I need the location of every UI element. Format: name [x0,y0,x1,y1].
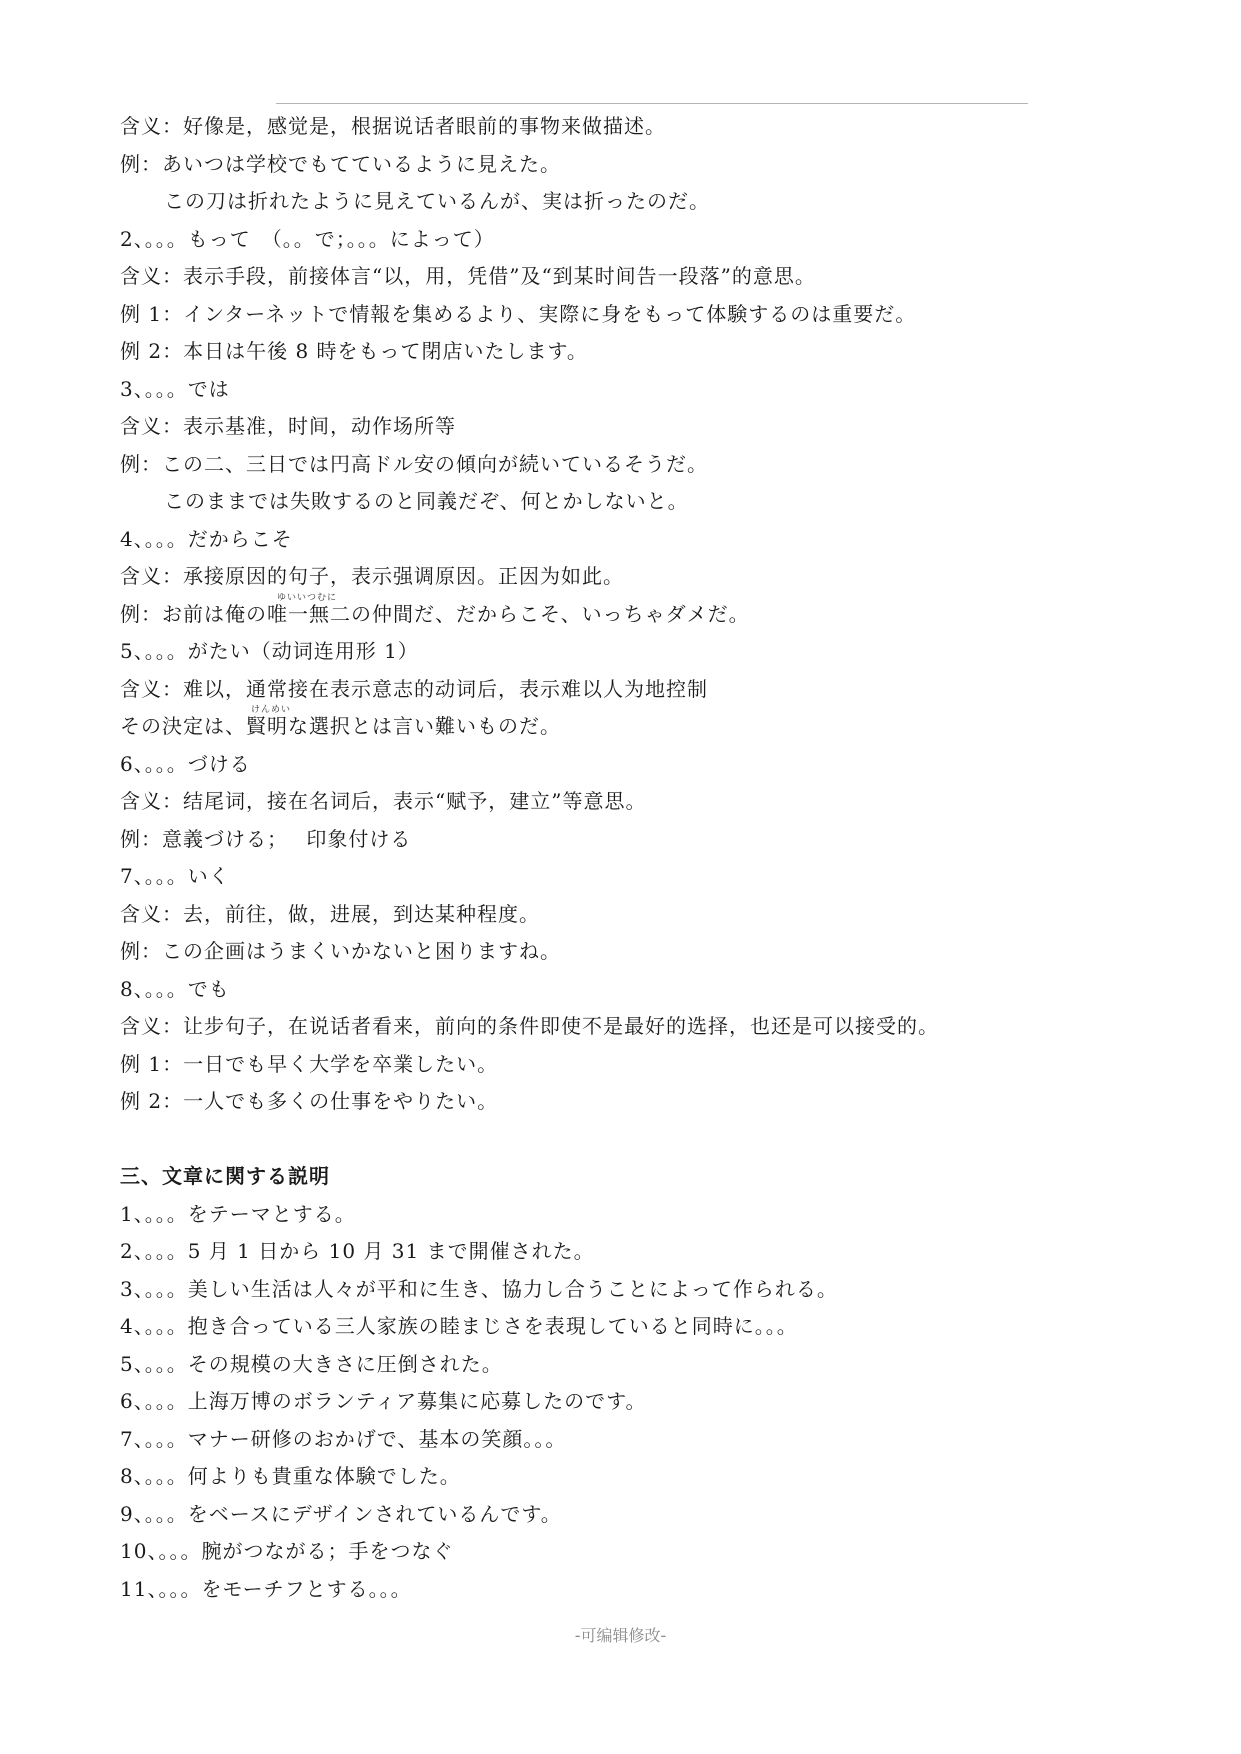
example-line: 例 1：インターネットで情報を集めるより、実際に身をもって体験するのは重要だ。 [120,301,917,326]
list-item: 3、。。。美しい生活は人々が平和に生き、協力し合うことによって作られる。 [120,1276,838,1301]
grammar-item-title: 2、。。。もって （。。で；。。。によって） [120,226,495,251]
list-item: 4、。。。抱き合っている三人家族の睦まじさを表現していると同時に。。。 [120,1314,798,1338]
section-heading: 三、文章に関する説明 [120,1164,330,1188]
example-line: 例 2：本日は午後 8 時をもって閉店いたします。 [120,339,588,363]
list-item: 6、。。。上海万博のボランティア募集に応募したのです。 [120,1389,647,1413]
list-item: 1、。。。をテーマとする。 [120,1201,356,1226]
grammar-item-title: 7、。。。いく [120,864,230,888]
example-text: 例：お前は俺の唯一無二の仲間だ、だからこそ、いっちゃダメだ。 [120,601,750,626]
example-line: 例 2：一人でも多くの仕事をやりたい。 [120,1089,499,1113]
furigana: ゆいいつむに [277,592,338,603]
header-rule [276,103,1028,104]
grammar-item-title: 4、。。。だからこそ [120,526,293,551]
document-body [120,108,1120,1608]
furigana: けんめい [251,705,292,715]
example-line: このままでは失敗するのと同義だぞ、何とかしないと。 [164,489,689,513]
grammar-item-title: 8、。。。でも [120,976,230,1001]
meaning-line: 含义：表示手段，前接体言“以，用，凭借”及“到某时间告一段落”的意思。 [120,264,816,288]
list-item: 8、。。。何よりも貴重な体験でした。 [120,1464,461,1488]
list-item: 7、。。。マナー研修のおかげで、基本の笑顔。。。 [120,1426,567,1451]
meaning-line: 含义：好像是，感觉是，根据说话者眼前的事物来做描述。 [120,114,666,138]
meaning-line: 含义：难以，通常接在表示意志的动词后，表示难以人为地控制 [120,676,708,701]
list-item: 10、。。。腕がつながる；手をつなぐ [120,1539,454,1563]
example-line: 例：この二、三日では円高ドル安の傾向が続いているそうだ。 [120,451,708,476]
meaning-line: 含义：去，前往，做，进展，到达某种程度。 [120,901,540,926]
example-line: この刀は折れたように見えているんが、実は折ったのだ。 [164,189,710,213]
paragraph-gap [120,1121,1120,1159]
example-line: 例：意義づける； 印象付ける [120,826,412,851]
grammar-item-title: 5、。。。がたい（动词连用形 1） [120,639,419,663]
meaning-line: 含义：结尾词，接在名词后，表示“赋予，建立”等意思。 [120,789,647,813]
meaning-line: 含义：表示基准，时间，动作场所等 [120,414,456,438]
page-footer: -可编辑修改- [574,1626,667,1645]
list-item: 2、。。。5 月 1 日から 10 月 31 まで開催された。 [120,1239,595,1263]
example-line: 例：あいつは学校でもてているように見えた。 [120,151,561,176]
meaning-line: 含义：让步句子，在说话者看来，前向的条件即使不是最好的选择，也还是可以接受的。 [120,1014,939,1038]
example-line [120,592,1120,634]
grammar-item-title: 3、。。。では [120,376,230,401]
example-line: 例 1：一日でも早く大学を卒業したい。 [120,1051,499,1076]
list-item: 9、。。。をベースにデザインされているんです。 [120,1501,562,1526]
grammar-item-title: 6、。。。づける [120,751,251,776]
meaning-line: 含义：承接原因的句子，表示强调原因。正因为如此。 [120,564,624,588]
example-line [120,705,1120,746]
example-text: その決定は、賢明な選択とは言い難いものだ。 [120,714,561,738]
list-item: 11、。。。をモーチフとする。。。 [120,1576,412,1601]
list-item: 5、。。。その規模の大きさに圧倒された。 [120,1351,503,1376]
example-line: 例：この企画はうまくいかないと困りますね。 [120,939,561,963]
